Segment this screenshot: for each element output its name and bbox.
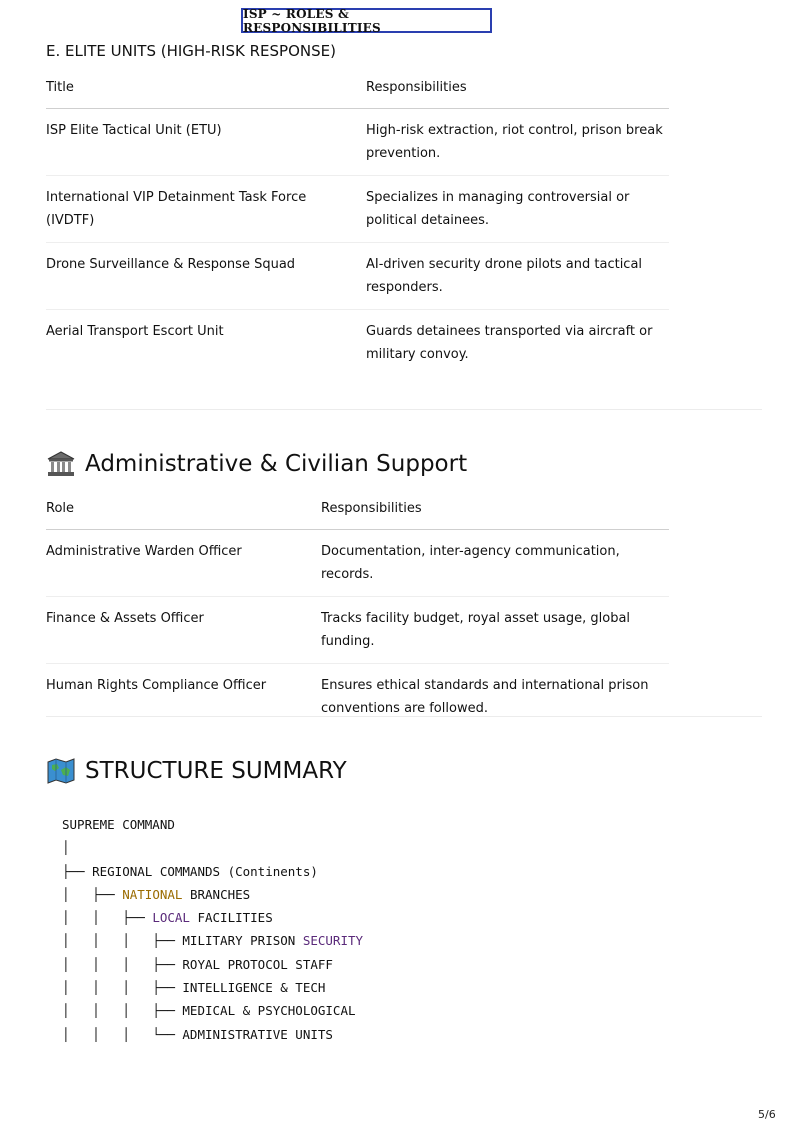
tree-line: SUPREME COMMAND [62, 817, 175, 832]
role-responsibility: Tracks facility budget, royal asset usage, global funding. [321, 597, 669, 664]
table-header-row [46, 497, 669, 530]
structure-summary-heading [46, 757, 347, 785]
elite-units-table [46, 76, 669, 376]
structure-summary-heading-text: STRUCTURE SUMMARY [85, 758, 347, 784]
world-map-icon [46, 757, 76, 785]
section-divider [46, 409, 762, 410]
unit-title: Drone Surveillance & Response Squad [46, 243, 366, 310]
unit-title: Aerial Transport Escort Unit [46, 324, 224, 339]
tree-line: ├── REGIONAL COMMANDS (Continents) [62, 863, 318, 879]
table-row [46, 530, 669, 597]
keyword-security: SECURITY [302, 933, 364, 949]
structure-tree [62, 813, 363, 1046]
admin-support-table [46, 497, 669, 730]
unit-responsibility: Specializes in managing controversial or political detainees. [366, 176, 669, 243]
role-title: Administrative Warden Officer [46, 530, 321, 597]
table-row [46, 597, 669, 664]
column-header-responsibilities: Responsibilities [366, 76, 669, 109]
classical-building-icon [46, 450, 76, 478]
column-header-responsibilities: Responsibilities [321, 497, 669, 530]
keyword-local: LOCAL [152, 910, 190, 926]
tree-line: │ ├── NATIONAL BRANCHES [62, 886, 251, 902]
elite-units-title: E. ELITE UNITS (HIGH-RISK RESPONSE) [46, 42, 336, 60]
table-row [46, 310, 669, 377]
admin-support-heading-text: Administrative & Civilian Support [85, 451, 468, 477]
unit-title: ISP Elite Tactical Unit (ETU) [46, 109, 366, 176]
tree-line: │ │ ├── LOCAL FACILITIES [62, 910, 273, 926]
column-header-role: Role [46, 497, 321, 530]
column-header-title: Title [46, 76, 366, 109]
role-title: Finance & Assets Officer [46, 597, 321, 664]
tree-line: │ │ │ ├── MEDICAL & PSYCHOLOGICAL [62, 1003, 356, 1019]
role-title: Human Rights Compliance Officer [46, 678, 267, 693]
table-row [46, 664, 669, 731]
tree-line: │ │ │ ├── INTELLIGENCE & TECH [62, 980, 326, 996]
table-row [46, 243, 669, 310]
page-number: 5/6 [758, 1108, 776, 1121]
table-header-row [46, 76, 669, 109]
tree-line: │ │ │ └── ADMINISTRATIVE UNITS [62, 1026, 333, 1042]
tree-line: │ [62, 840, 70, 856]
document-header-title: ISP ~ ROLES & RESPONSIBILITIES [241, 8, 492, 33]
tree-line: │ │ │ ├── ROYAL PROTOCOL STAFF [62, 956, 333, 972]
role-responsibility: Ensures ethical standards and international prison conventions are followed. [321, 678, 649, 716]
unit-responsibility: Guards detainees transported via aircraft or military convoy. [366, 324, 653, 362]
keyword-national: NATIONAL [122, 886, 183, 902]
role-responsibility: Documentation, inter-agency communication, records. [321, 530, 669, 597]
unit-responsibility: High-risk extraction, riot control, prison break prevention. [366, 109, 669, 176]
section-divider [46, 716, 762, 717]
unit-title: International VIP Detainment Task Force (IVDTF) [46, 176, 366, 243]
admin-support-heading [46, 450, 467, 478]
table-row [46, 176, 669, 243]
unit-responsibility: AI-driven security drone pilots and tactical responders. [366, 243, 669, 310]
tree-line: │ │ │ ├── MILITARY PRISON SECURITY [62, 933, 364, 949]
table-row [46, 109, 669, 176]
